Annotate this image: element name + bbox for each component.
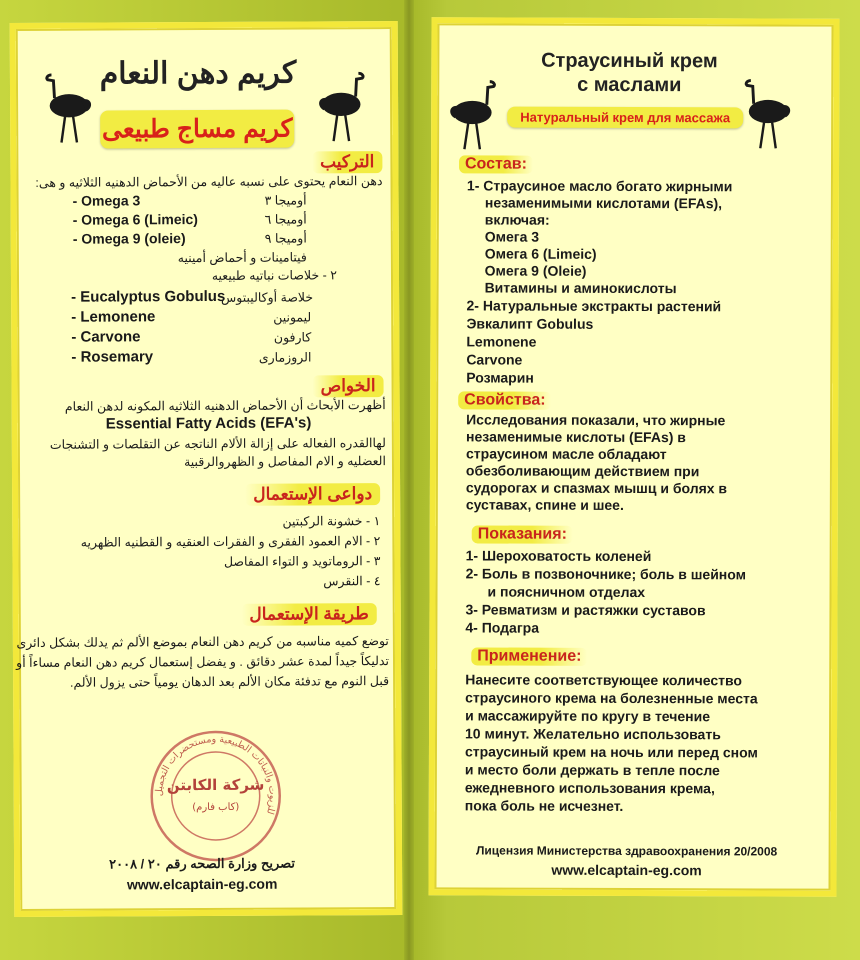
plant-rosemary-latin: - Rosemary: [71, 348, 154, 366]
indication-4: ٤ - النقرس: [323, 574, 381, 589]
properties-line-6-ru: суставах, спине и шее.: [465, 496, 624, 513]
plant-eucalyptus-latin: - Eucalyptus Gobulus: [71, 287, 226, 306]
usage-line-8-ru: пока боль не исчезнет.: [464, 797, 624, 814]
usage-line-5-ru: страусиный крем на ночь или перед сном: [464, 743, 758, 761]
usage-line-1-ru: Нанесите соответствующее количество: [465, 671, 743, 689]
indication-5-ru: 4- Подагра: [465, 619, 540, 636]
stamp-company-name: شركة الكابتن: [166, 775, 265, 795]
comp-line-2: незаменимыми кислотами (EFAs),: [484, 194, 723, 212]
arabic-panel: [10, 21, 403, 917]
plant-carvone-latin: - Carvone: [71, 328, 141, 346]
usage-line-3-ru: и массажируйте по кругу в течение: [465, 707, 711, 725]
company-stamp: [147, 728, 284, 865]
russian-title-line-1: Страусиный крем: [541, 49, 718, 73]
omega-9-latin: - Omega 9 (oleie): [72, 230, 186, 247]
comp-line-1: 1- Страусиное масло богато жирными: [466, 177, 733, 195]
indication-3-ru: и поясничном отделах: [487, 583, 646, 601]
russian-title-line-2: с маслами: [577, 73, 682, 97]
plant-lemonene-arabic: ليمونين: [273, 310, 312, 325]
arabic-title: كريم دهن النعام: [99, 56, 297, 91]
properties-line-5-ru: судорогах и спазмах мышц и болях в: [465, 479, 728, 497]
properties-label: الخواص: [313, 375, 384, 397]
comp-line-10: Lemonene: [466, 333, 537, 350]
comp-line-6: Омега 9 (Oleie): [484, 262, 587, 279]
russian-website: www.elcaptain-eg.com: [551, 861, 702, 879]
arabic-website: www.elcaptain-eg.com: [126, 875, 278, 893]
comp-line-12: Розмарин: [466, 369, 534, 386]
properties-line-1-ru: Исследования показали, что жирные: [466, 411, 726, 429]
indications-label-ru: Показания:: [472, 525, 573, 543]
arabic-subtitle: كريم مساج طبيعى: [100, 110, 294, 149]
comp-line-11: Carvone: [466, 351, 523, 368]
omega-6-latin: - Omega 6 (Limeic): [72, 211, 198, 228]
indication-3: ٣ - الروماتويد و التواء المفاصل: [223, 554, 381, 569]
usage-line-2-ru: страусиного крема на болезненные места: [465, 689, 758, 707]
usage-line-6-ru: и место боли держать в тепле после: [464, 761, 720, 779]
composition-label: التركيب: [312, 151, 382, 173]
russian-panel: [428, 17, 839, 896]
omega-3-latin: - Omega 3: [72, 192, 141, 209]
comp-line-9: Эвкалипт Gobulus: [466, 315, 594, 332]
comp-line-4: Омега 3: [484, 228, 540, 245]
plant-carvone-arabic: كارفون: [273, 330, 312, 345]
usage-line-4-ru: 10 минут. Желательно использовать: [465, 725, 721, 743]
comp-line-5: Омега 6 (Limeic): [484, 245, 597, 262]
properties-line-3-ru: страусином масле обладают: [465, 445, 667, 463]
properties-label-ru: Свойства:: [458, 391, 551, 409]
indications-label: دواعى الإستعمال: [245, 483, 380, 506]
indication-2-ru: 2- Боль в позвоночнике; боль в шейном: [465, 565, 747, 583]
plant-eucalyptus-arabic: خلاصة أوكاليبتوس: [220, 290, 314, 305]
indication-1-ru: 1- Шероховатость коленей: [465, 547, 652, 565]
center-fold: [404, 0, 414, 960]
comp-line-7: Витамины и аминокислоты: [484, 279, 677, 297]
comp-line-8: 2- Натуральные экстракты растений: [466, 297, 722, 315]
properties-line-2-ru: незаменимые кислоты (EFAs) в: [466, 428, 686, 446]
stamp-ring-text: للزيوت والنباتات الطبيعية ومستحضرات التجميل: [153, 733, 278, 816]
russian-license: Лицензия Министерства здравоохранения 20/2008: [475, 843, 778, 859]
extracts-text: ٢ - خلاصات نباتيه طبيعيه: [211, 268, 338, 283]
omega-6-arabic: أوميجا ٦: [264, 212, 307, 227]
russian-subtitle: Натуральный крем для массажа: [507, 107, 743, 129]
stamp-sub-name: (كاب فارم): [192, 801, 240, 814]
plant-rosemary-arabic: الروزمارى: [258, 350, 312, 365]
indication-4-ru: 3- Ревматизм и растяжки суставов: [465, 601, 706, 619]
properties-line-1: أظهرت الأبحاث أن الأحماض الدهنيه الثلاثيه المكونه لدهن النعام: [64, 398, 386, 414]
properties-line-3: العضليه و الام المفاصل و الظهروالرقبية: [184, 454, 386, 470]
arabic-license: تصريح وزارة الصحه رقم ٢٠ / ٢٠٠٨: [109, 855, 296, 872]
usage-line-7-ru: ежедневного использования крема,: [464, 779, 715, 797]
usage-line-1: توضع كميه مناسبه من كريم دهن النعام بموضع الألم ثم يدلك بشكل دائرى: [16, 634, 389, 650]
plant-lemonene-latin: - Lemonene: [71, 308, 156, 326]
composition-intro: دهن النعام يحتوى على نسبه عاليه من الأحماض الدهنيه الثلاثيه و هى:: [35, 174, 383, 190]
comp-line-3: включая:: [484, 211, 550, 228]
usage-line-2: تدليكاً جيداً لمدة عشر دقائق . و يفضل إستعمال كريم دهن النعام مساءاً أو: [16, 654, 390, 670]
properties-line-4-ru: обезболивающим действием при: [465, 462, 700, 480]
properties-efa: Essential Fatty Acids (EFA's): [105, 414, 312, 433]
usage-label-ru: Применение:: [471, 647, 587, 665]
omega-3-arabic: أوميجا ٣: [264, 193, 307, 208]
vitamins-text: فيتامينات و أحماض أمينيه: [177, 250, 307, 266]
indication-2: ٢ - الام العمود الفقرى و الفقرات العنقيه و القطنيه الظهريه: [80, 534, 381, 550]
indication-1: ١ - خشونة الركبتين: [282, 514, 381, 529]
usage-line-3: قبل النوم مع تدفئة مكان الألم بعد الدهان يومياً حتى يزول الألم.: [69, 674, 390, 690]
properties-line-2: لهاالقدره الفعاله على إزالة الألام الناتجه عن التقلصات و التشنجات: [49, 436, 386, 452]
usage-label: طريقة الإستعمال: [241, 603, 377, 626]
composition-label-ru: Состав:: [459, 155, 533, 173]
omega-9-arabic: أوميجا ٩: [264, 231, 307, 246]
